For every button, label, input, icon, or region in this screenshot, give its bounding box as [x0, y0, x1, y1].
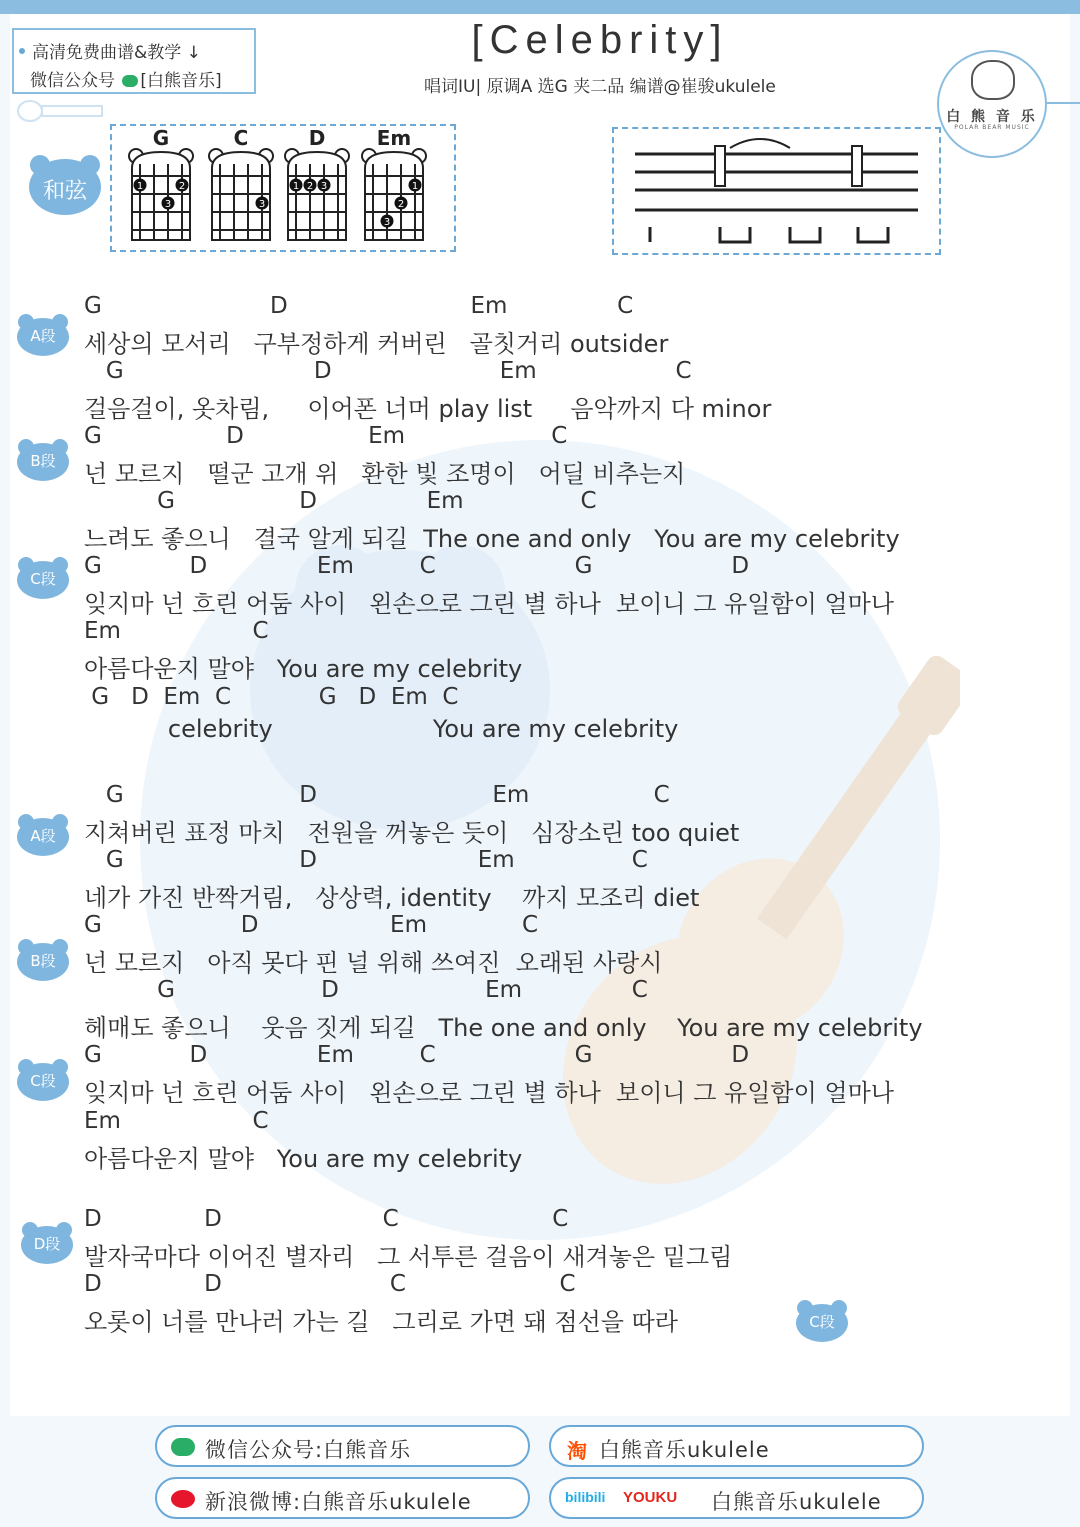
taobao-pill[interactable] [549, 1425, 924, 1467]
chord-line: G D Em C [84, 847, 648, 873]
section-badge-label: B段 [30, 952, 56, 970]
strum-pattern [630, 132, 925, 250]
chord-line: G D Em C [84, 912, 539, 938]
wechat-icon [171, 1438, 195, 1456]
chord-line: G D Em C G D [84, 553, 750, 579]
svg-text:2: 2 [397, 199, 405, 210]
section-badge-label: A段 [30, 327, 56, 345]
section-badge-label: B段 [30, 452, 56, 470]
wechat-text: 微信公众号:白熊音乐 [205, 1438, 412, 1462]
lyric-line: celebrity You are my celebrity [84, 715, 679, 743]
svg-text:2: 2 [306, 181, 314, 192]
chord-line: G D Em C [84, 782, 670, 808]
lyric-line: 느려도 좋으니 결국 알게 되길 The one and only You are my celebrity [84, 525, 900, 553]
chord-diagram-C [208, 146, 274, 242]
chord-name: Em [376, 126, 412, 150]
chord-line: D D C C [84, 1271, 576, 1297]
section-badge-label: C段 [30, 570, 56, 588]
lyric-line: 헤매도 좋으니 웃음 짓게 되길 The one and only You are my celebrity [84, 1014, 923, 1042]
chord-name: C [233, 126, 249, 150]
lyric-line: 걸음걸이, 옷차림, 이어폰 너머 play list 음악까지 다 minor [84, 395, 772, 423]
chord-line: D D C C [84, 1206, 569, 1232]
chord-name: D [308, 126, 326, 150]
lyric-line: 아름다운지 말야 You are my celebrity [84, 655, 523, 683]
chord-line: Em C [84, 1108, 269, 1134]
chord-line: G D Em C [84, 293, 634, 319]
chord-line: G D Em C G D [84, 1042, 750, 1068]
lyric-line: 잊지마 넌 흐린 어둠 사이 왼손으로 그린 별 하나 보이니 그 유일함이 얼마나 [84, 590, 894, 618]
song-title: [Celebrity] [471, 18, 729, 62]
chord-diagram-G [128, 146, 194, 242]
weibo-text: 新浪微博:白熊音乐ukulele [205, 1490, 472, 1514]
section-badge-label: C段 [30, 1072, 56, 1090]
lyric-line: 발자국마다 이어진 별자리 그 서투른 걸음이 새겨놓은 밑그림 [84, 1243, 733, 1271]
wechat-icon [122, 75, 138, 87]
lyric-line: 네가 가진 반짝거림, 상상력, identity 까지 모조리 diet [84, 884, 700, 912]
bullet-dot [19, 48, 25, 54]
chord-line: G D Em C [84, 488, 597, 514]
brand-logo [937, 50, 1047, 158]
promo-account: [白熊音乐] [140, 71, 222, 91]
chord-line: Em C [84, 618, 269, 644]
taobao-text: 白熊音乐ukulele [599, 1438, 770, 1462]
lyric-line: 오롯이 너를 만나러 가는 길 그리로 가면 돼 점선을 따라 [84, 1308, 678, 1336]
svg-text:1: 1 [136, 181, 144, 192]
chord-line: G D Em C [84, 358, 692, 384]
chord-diagram-Em [361, 146, 427, 242]
taobao-icon: 淘 [567, 1439, 587, 1463]
lyric-line: 아름다운지 말야 You are my celebrity [84, 1145, 523, 1173]
logo-text-cn: 白 熊 音 乐 [946, 109, 1038, 125]
song-info: 唱词IU| 原调A 选G 夹二品 编谱@崔骏ukulele [424, 77, 776, 97]
promo-box [12, 28, 256, 94]
video-pill[interactable] [549, 1477, 924, 1519]
svg-text:3: 3 [383, 217, 391, 228]
svg-text:2: 2 [178, 181, 186, 192]
svg-text:3: 3 [258, 199, 266, 210]
chord-line: G D Em C [84, 423, 568, 449]
promo-line-2 [30, 66, 222, 91]
chord-line: G D Em C [84, 977, 648, 1003]
chord-name: G [152, 126, 170, 150]
promo-wechat-label: 微信公众号 [30, 71, 115, 91]
youku-icon: YOUKU [623, 1489, 678, 1506]
ukulele-small-icon [14, 96, 114, 126]
lyric-line: 넌 모르지 떨군 고개 위 환한 빛 조명이 어딜 비추는지 [84, 460, 686, 488]
top-bar [0, 0, 1080, 14]
section-badge-label: C段 [809, 1313, 835, 1331]
lyric-line: 세상의 모서리 구부정하게 커버린 골칫거리 outsider [84, 330, 669, 358]
weibo-icon [171, 1490, 195, 1508]
wechat-pill[interactable] [155, 1425, 530, 1467]
weibo-pill[interactable] [155, 1477, 530, 1519]
svg-text:3: 3 [320, 181, 328, 192]
promo-line-1: 高清免费曲谱&教学 ↓ [32, 43, 201, 63]
lyric-line: 잊지마 넌 흐린 어둠 사이 왼손으로 그린 별 하나 보이니 그 유일함이 얼마나 [84, 1079, 894, 1107]
section-badge-label: A段 [30, 827, 56, 845]
bilibili-icon: bilibili [565, 1489, 606, 1505]
logo-rule [1043, 102, 1080, 104]
lyric-line: 넌 모르지 아직 못다 핀 널 위해 쓰여진 오래된 사랑시 [84, 949, 663, 977]
chord-diagram-D [284, 146, 350, 242]
svg-text:3: 3 [164, 199, 172, 210]
bear-face-icon [971, 60, 1015, 100]
video-text: 白熊音乐ukulele [711, 1490, 882, 1514]
section-badge-label: D段 [33, 1235, 61, 1253]
chord-line: G D Em C G D Em C [84, 684, 459, 710]
chord-badge-label: 和弦 [42, 179, 87, 204]
lyric-line: 지쳐버린 표정 마치 전원을 꺼놓은 듯이 심장소린 too quiet [84, 819, 740, 847]
logo-text-en: POLAR BEAR MUSIC [954, 124, 1030, 131]
svg-text:1: 1 [411, 181, 419, 192]
svg-text:1: 1 [292, 181, 300, 192]
